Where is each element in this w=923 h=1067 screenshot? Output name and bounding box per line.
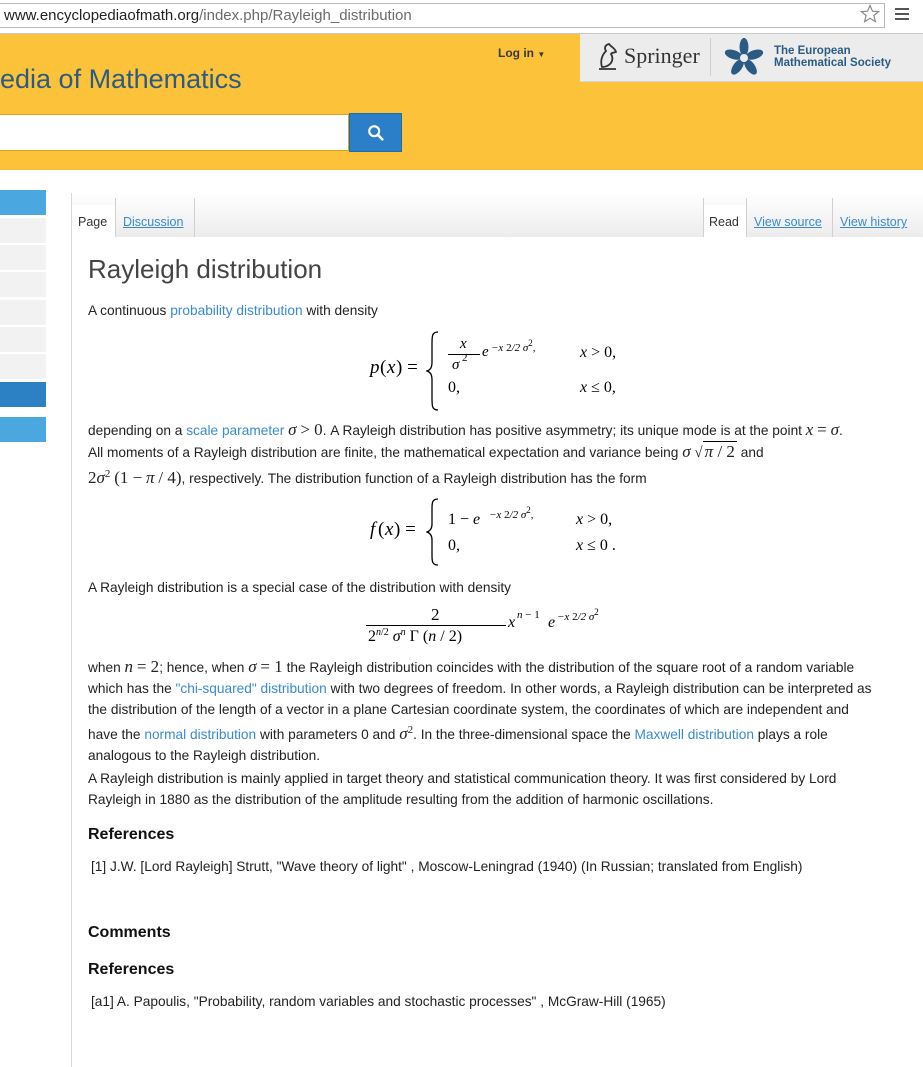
- link-scale-parameter[interactable]: scale parameter: [186, 423, 285, 438]
- nav-item[interactable]: [0, 300, 46, 325]
- references-heading: References: [88, 826, 175, 843]
- address-bar[interactable]: [0, 3, 885, 28]
- tab-page-label: Page: [78, 215, 108, 229]
- formula-generalized-density: 2 $2^{n/2}$ $\sigma^n$ Γ (n / 2) x n − 1 e −x 2/2 $\sigma^2$: [368, 605, 599, 645]
- text: . In the three-dimensional space the: [413, 727, 635, 742]
- reference-item: [1] J.W. [Lord Rayleigh] Strutt, "Wave theory of light" , Moscow-Leningrad (1940) (In Russian; translated from English): [91, 859, 803, 874]
- logo-bold: edia: [0, 64, 52, 94]
- search-input[interactable]: [0, 114, 349, 151]
- text: ; hence, when: [159, 660, 249, 675]
- ems-line1: The European: [774, 45, 851, 57]
- tab-view-source-label[interactable]: View source: [754, 215, 822, 229]
- text: plays a role: [753, 727, 828, 742]
- url-path: /index.php/Rayleigh_distribution: [199, 7, 412, 24]
- text: All moments of a Rayleigh distribution are finite, the mathematical expectation and variance being: [88, 445, 683, 460]
- springer-logo[interactable]: Springer: [624, 43, 700, 68]
- text: A Rayleigh distribution is a special case of the distribution with density: [88, 580, 512, 595]
- comments-heading: Comments: [88, 924, 171, 941]
- bookmark-star-icon[interactable]: [860, 4, 880, 24]
- ems-line2: Mathematical Society: [774, 57, 891, 69]
- nav-item[interactable]: [0, 382, 46, 407]
- paragraph: depending on a scale parameter σ > 0. A Rayleigh distribution has positive asymmetry; its unique mode is at the point x = σ. All moments of a Rayleigh distribution are finite, the mathematical expectation and variance being σ √ π / 2 and $2\sigma^2$ (1 − π / 4), respectively. The distribution function of a Rayleigh distribution has the form: [88, 420, 843, 487]
- text: A continuous: [88, 303, 171, 318]
- text: , respectively. The distribution function of a Rayleigh distribution has the form: [181, 471, 647, 486]
- link-normal-distribution[interactable]: normal distribution: [144, 727, 257, 742]
- tab-divider: [194, 198, 195, 237]
- text: A Rayleigh distribution is mainly applied in target theory and statistical communication theory. It was first considered by Lord: [88, 771, 837, 786]
- search-icon: [367, 124, 385, 142]
- text: and: [736, 445, 764, 460]
- chevron-down-icon: ▼: [537, 50, 546, 59]
- link-chi-squared-distribution[interactable]: "chi-squared" distribution: [175, 681, 327, 696]
- text: with two degrees of freedom. In other words, a Rayleigh distribution can be interpreted as: [326, 681, 872, 696]
- nav-item[interactable]: [0, 327, 46, 352]
- text: with density: [302, 303, 378, 318]
- link-probability-distribution[interactable]: probability distribution: [170, 303, 303, 318]
- tab-view-source[interactable]: [754, 205, 822, 237]
- tab-divider: [115, 198, 116, 237]
- ems-star-icon[interactable]: [722, 36, 766, 80]
- browser-menu-icon[interactable]: [895, 8, 909, 21]
- text: with parameters 0 and: [256, 727, 400, 742]
- text: . A Rayleigh distribution has positive asymmetry; its unique mode is at the point: [322, 423, 806, 438]
- text: which has the: [88, 681, 176, 696]
- tab-divider: [832, 198, 833, 237]
- text: Rayleigh in 1880 as the distribution of the amplitude resulting from the addition of harmonic oscillations.: [88, 792, 714, 807]
- link-maxwell-distribution[interactable]: Maxwell distribution: [634, 727, 754, 742]
- login-menu[interactable]: [498, 46, 545, 60]
- tab-discussion-label[interactable]: Discussion: [123, 215, 184, 229]
- text: analogous to the Rayleigh distribution.: [88, 748, 321, 763]
- tab-page[interactable]: [72, 205, 115, 237]
- partner-divider: [710, 38, 711, 76]
- url-host: www.encyclopediaofmath.org: [4, 7, 200, 24]
- nav-item[interactable]: [0, 190, 46, 215]
- nav-item[interactable]: [0, 245, 46, 270]
- browser-toolbar: [0, 0, 923, 34]
- logo-rest: of Mathematics: [51, 64, 242, 94]
- ems-logo[interactable]: [774, 45, 891, 69]
- text: depending on a: [88, 423, 187, 438]
- search-button[interactable]: [349, 113, 402, 152]
- nav-item[interactable]: [0, 354, 46, 379]
- text: when: [88, 660, 125, 675]
- tab-view-history[interactable]: [840, 205, 907, 237]
- tab-divider: [746, 198, 747, 237]
- paragraph: when n = 2; hence, when σ = 1 the Rayleigh distribution coincides with the distribution of the square root of a random variable which has the "chi-squared" distribution with two degrees of freedom. In other words, a Rayleigh distribution can be interpreted as the distribution of the length of a vector in a plane Cartesian coordinate system, the coordinates of which are independent and have the normal distribution with parameters 0 and $\sigma^2$. In the three-dimensional space the Maxwell distribution plays a role analogous to the Rayleigh distribution.: [88, 657, 872, 763]
- nav-item[interactable]: [0, 272, 46, 297]
- text: have the: [88, 727, 145, 742]
- text: the Rayleigh distribution coincides with the distribution of the square root of a random variable: [282, 660, 855, 675]
- formula-density: p ( x ) = x σ 2 e −x 2/2 $\sigma^2$, x > 0, 0, x ≤ 0,: [370, 330, 670, 412]
- paragraph: [88, 300, 913, 321]
- tab-discussion[interactable]: [123, 205, 183, 237]
- references-heading-2: References: [88, 961, 175, 978]
- url-text: [4, 7, 412, 24]
- content-border: [71, 193, 72, 1067]
- text: the distribution of the length of a vector in a plane Cartesian coordinate system, the coordinates of which are independent and: [88, 702, 849, 717]
- nav-item[interactable]: [0, 417, 46, 442]
- tab-read[interactable]: [704, 205, 746, 237]
- formula-distribution-function: f ( x ) = 1 − e −x 2/2 $\sigma^2$, x > 0, 0, x ≤ 0 .: [370, 497, 670, 567]
- springer-horse-icon[interactable]: [596, 41, 620, 73]
- page-title: Rayleigh distribution: [88, 254, 323, 284]
- nav-item[interactable]: [0, 218, 46, 243]
- paragraph: [88, 577, 913, 598]
- site-logo[interactable]: [0, 64, 242, 95]
- login-label: Log in: [498, 46, 534, 60]
- reference-item: [a1] A. Papoulis, "Probability, random variables and stochastic processes" , McGraw-Hill (1965): [91, 994, 666, 1009]
- tab-read-label: Read: [709, 215, 739, 229]
- tab-view-history-label[interactable]: View history: [840, 215, 908, 229]
- paragraph: [88, 768, 913, 810]
